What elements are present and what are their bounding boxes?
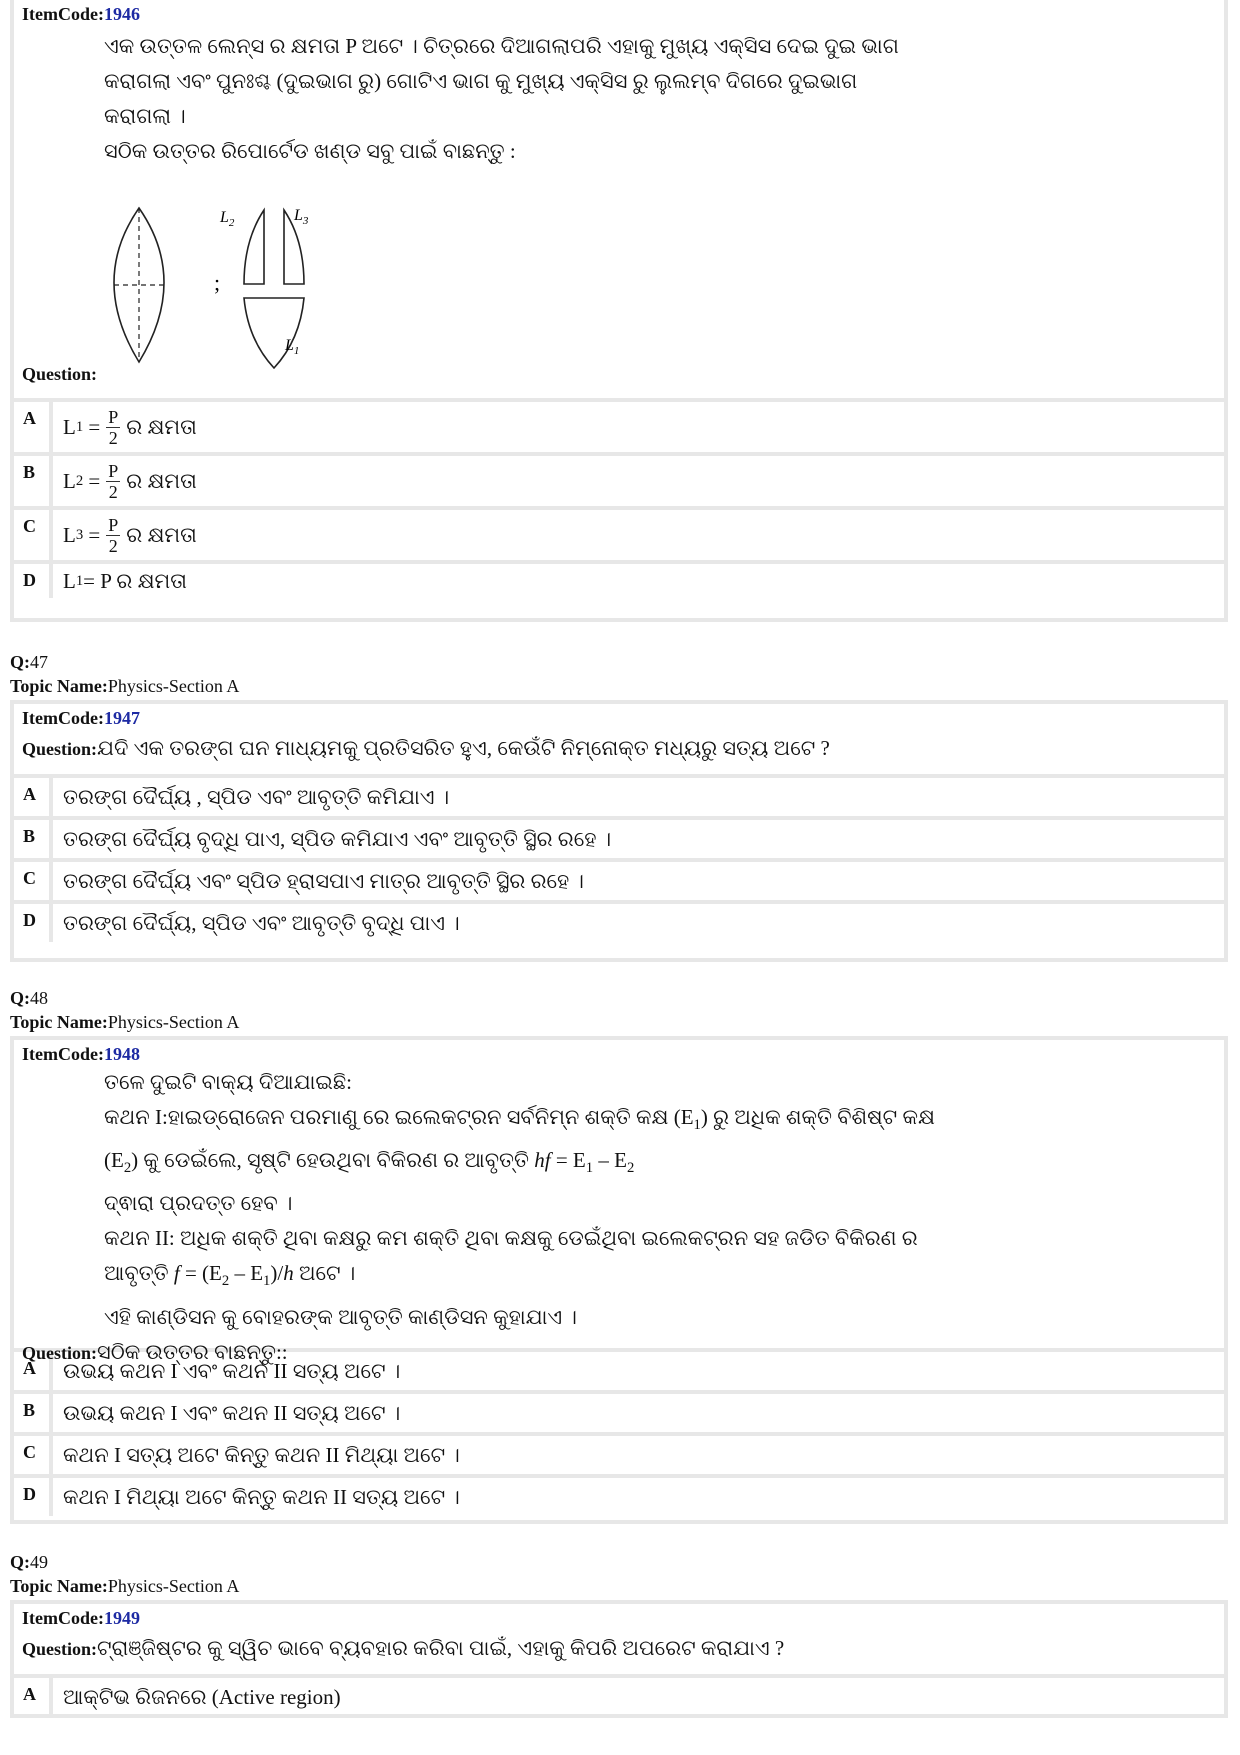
option-d[interactable]: D L 1 = P ର କ୍ଷମତା	[14, 560, 1224, 598]
question-header-47: Q:47 Topic Name:Physics-Section A	[10, 652, 240, 696]
option-c[interactable]: C କଥନ I ସତ୍ୟ ଅଟେ କିନ୍ତୁ କଥନ II ମିଥ୍ୟା ଅଟେ ।	[14, 1432, 1224, 1474]
piece-l2	[244, 210, 264, 284]
question-text: ସଠିକ ଉତ୍ତର ବାଛନ୍ତୁ::	[97, 1339, 288, 1364]
figure-semicolon: ;	[214, 270, 221, 295]
question-card-1948: ItemCode:1948 ତଳେ ଦୁଇଟି ବାକ୍ୟ ଦିଆଯାଇଛି: କଥନ I:ହାଇଡ୍ରୋଜେନ ପରମାଣୁ ରେ ଇଲେକଟ୍ରନ ସର୍ବନିମ୍ନ ଶକ୍ତି କକ୍ଷ $(E_1)$ ରୁ ଅଧିକ ଶକ୍ତି ବିଶିଷ୍ଟ କକ୍ଷ $(E_2)$ କୁ ଡେଇଁଲେ, ସୃଷ୍ଟି ହେଉଥିବା ବିକିରଣ ର ଆବୃତ୍ତି hf = $E_1 - E_2$ ଦ୍ଵାରା ପ୍ରଦତ୍ତ ହେବ । କଥନ II: ଅଧିକ ଶକ୍ତି ଥିବା କକ୍ଷରୁ କମ ଶକ୍ତି ଥିବା କକ୍ଷକୁ ଡେଇଁଥିବା ଇଲେକଟ୍ରନ ସହ ଜଡିତ ବିକିରଣ ର ଆବୃତ୍ତି $f = (E_2 - E_1)/h$ ଅଟେ । ଏହି କାଣ୍ଡିସନ କୁ ବୋହରଙ୍କ ଆବୃତ୍ତି କାଣ୍ଡିସନ କୁହାଯାଏ । Question:ସଠିକ ଉତ୍ତର ବାଛନ୍ତୁ:: A ଉଭୟ କଥନ I ଏବଂ କଥନ II ସତ୍ୟ ଅଟେ । B ଉଭୟ କଥନ I ଏବଂ କଥନ II ସତ୍ୟ ଅଟେ । C କଥନ I ସତ୍ୟ ଅଟେ କିନ୍ତୁ କଥନ II ମିଥ୍ୟା ଅଟେ । D କଥନ I ମିଥ୍ୟା ଅଟେ କିନ୍ତୁ କଥନ II ସତ୍ୟ ଅଟେ ।	[10, 1036, 1228, 1524]
item-code: 1948	[103, 1044, 140, 1064]
option-c[interactable]: C L 3 = $\frac{P}{2}$ ର କ୍ଷମତା	[14, 506, 1224, 560]
question-number: 47	[30, 652, 48, 672]
question-text: ଟ୍ରାଞ୍ଜିଷ୍ଟର କୁ ସ୍ୱିଚ ଭାବେ ବ୍ୟବହାର କରିବା ପାଇଁ, ଏହାକୁ କିପରି ଅପରେଟ କରାଯାଏ ?	[97, 1636, 785, 1660]
fraction: $\frac{P}{2}$	[108, 406, 119, 448]
option-b[interactable]: B L 2 = $\frac{P}{2}$ ର କ୍ଷମତା	[14, 452, 1224, 506]
question-number: 49	[30, 1552, 48, 1572]
fraction: $\frac{P}{2}$	[108, 514, 119, 556]
question-card-1949: ItemCode:1949 Question:ଟ୍ରାଞ୍ଜିଷ୍ଟର କୁ ସ୍ୱିଚ ଭାବେ ବ୍ୟବହାର କରିବା ପାଇଁ, ଏହାକୁ କିପରି ଅପରେଟ କରାଯାଏ ? A ଆକ୍ଟିଭ ରିଜନରେ (Active region)	[10, 1600, 1228, 1718]
topic-name: Physics-Section A	[107, 1576, 240, 1596]
question-stem: ତଳେ ଦୁଇଟି ବାକ୍ୟ ଦିଆଯାଇଛି: କଥନ I:ହାଇଡ୍ରୋଜେନ ପରମାଣୁ ରେ ଇଲେକଟ୍ରନ ସର୍ବନିମ୍ନ ଶକ୍ତି କକ୍ଷ $(E_1)$ ରୁ ଅଧିକ ଶକ୍ତି ବିଶିଷ୍ଟ କକ୍ଷ $(E_2)$ କୁ ଡେଇଁଲେ, ସୃଷ୍ଟି ହେଉଥିବା ବିକିରଣ ର ଆବୃତ୍ତି hf = $E_1 - E_2$ ଦ୍ଵାରା ପ୍ରଦତ୍ତ ହେବ । କଥନ II: ଅଧିକ ଶକ୍ତି ଥିବା କକ୍ଷରୁ କମ ଶକ୍ତି ଥିବା କକ୍ଷକୁ ଡେଇଁଥିବା ଇଲେକଟ୍ରନ ସହ ଜଡିତ ବିକିରଣ ର ଆବୃତ୍ତି $f = (E_2 - E_1)/h$ ଅଟେ । ଏହି କାଣ୍ଡିସନ କୁ ବୋହରଙ୍କ ଆବୃତ୍ତି କାଣ୍ଡିସନ କୁହାଯାଏ ।	[104, 1070, 935, 1329]
option-c[interactable]: C ତରଙ୍ଗ ଦୈର୍ଘ୍ୟ ଏବଂ ସ୍ପିଡ ହ୍ରାସପାଏ ମାତ୍ର ଆବୃତ୍ତି ସ୍ଥିର ରହେ ।	[14, 858, 1224, 900]
question-header-49: Q:49 Topic Name:Physics-Section A	[10, 1552, 240, 1596]
option-a[interactable]: A ଉଭୟ କଥନ I ଏବଂ କଥନ II ସତ୍ୟ ଅଟେ ।	[14, 1348, 1224, 1390]
piece-l1	[244, 298, 304, 368]
question-label: Question:	[22, 364, 98, 384]
convex-lens	[114, 208, 164, 362]
option-a[interactable]: A L 1 = $\frac{P}{2}$ ର କ୍ଷମତା	[14, 398, 1224, 452]
question-card-1946	[10, 0, 1228, 622]
label-l1: $L_1$	[285, 337, 300, 357]
option-d[interactable]: D ତରଙ୍ଗ ଦୈର୍ଘ୍ୟ, ସ୍ପିଡ ଏବଂ ଆବୃତ୍ତି ବୃଦ୍ଧି ପାଏ ।	[14, 900, 1224, 942]
option-d[interactable]: D କଥନ I ମିଥ୍ୟା ଅଟେ କିନ୍ତୁ କଥନ II ସତ୍ୟ ଅଟେ ।	[14, 1474, 1224, 1516]
fraction: $\frac{P}{2}$	[108, 460, 119, 502]
item-code: 1949	[103, 1608, 140, 1628]
item-code-line: ItemCode:1946	[22, 4, 140, 24]
item-code: 1947	[103, 708, 140, 728]
option-a[interactable]: A ଆକ୍ଟିଭ ରିଜନରେ (Active region)	[14, 1674, 1224, 1716]
question-number: 48	[30, 988, 48, 1008]
option-a[interactable]: A ତରଙ୍ଗ ଦୈର୍ଘ୍ୟ , ସ୍ପିଡ ଏବଂ ଆବୃତ୍ତି କମିଯାଏ ।	[14, 774, 1224, 816]
question-text: ଯଦି ଏକ ତରଙ୍ଗ ଘନ ମାଧ୍ୟମକୁ ପ୍ରତିସରିତ ହୁଏ, କେଉଁଟି ନିମ୍ନୋକ୍ତ ମଧ୍ୟରୁ ସତ୍ୟ ଅଟେ ?	[97, 736, 830, 760]
item-code: 1946	[103, 4, 140, 24]
option-b[interactable]: B ଉଭୟ କଥନ I ଏବଂ କଥନ II ସତ୍ୟ ଅଟେ ।	[14, 1390, 1224, 1432]
lens-figure	[104, 200, 424, 390]
label-l3: $L_3$	[294, 207, 309, 227]
question-stem: ଏକ ଉତ୍ତଳ ଲେନ୍ସ ର କ୍ଷମତା P ଅଟେ । ଚିତ୍ରରେ ଦିଆଗଲାପରି ଏହାକୁ ମୁଖ୍ୟ ଏକ୍ସିସ ଦେଇ ଦୁଇ ଭାଗ କରାଗଲା ଏବଂ ପୁନଃଶ୍ଚ (ଦୁଇଭାଗ ରୁ) ଗୋଟିଏ ଭାଗ କୁ ମୁଖ୍ୟ ଏକ୍ସିସ ରୁ ଲୁଲମ୍ବ ଦିଗରେ ଦୁଇଭାଗ କରାଗଲା । ସଠିକ ଉତ୍ତର ରିପୋର୍ଟେଡ ଖଣ୍ଡ ସବୁ ପାଇଁ ବାଛନ୍ତୁ :	[104, 34, 899, 163]
topic-name: Physics-Section A	[107, 1012, 240, 1032]
question-header-48: Q:48 Topic Name:Physics-Section A	[10, 988, 240, 1032]
label-l2: $L_2$	[220, 209, 235, 229]
topic-name: Physics-Section A	[107, 676, 240, 696]
question-card-1947: ItemCode:1947 Question:ଯଦି ଏକ ତରଙ୍ଗ ଘନ ମାଧ୍ୟମକୁ ପ୍ରତିସରିତ ହୁଏ, କେଉଁଟି ନିମ୍ନୋକ୍ତ ମଧ୍ୟରୁ ସତ୍ୟ ଅଟେ ? A ତରଙ୍ଗ ଦୈର୍ଘ୍ୟ , ସ୍ପିଡ ଏବଂ ଆବୃତ୍ତି କମିଯାଏ । B ତରଙ୍ଗ ଦୈର୍ଘ୍ୟ ବୃଦ୍ଧି ପାଏ, ସ୍ପିଡ କମିଯାଏ ଏବଂ ଆବୃତ୍ତି ସ୍ଥିର ରହେ । C ତରଙ୍ଗ ଦୈର୍ଘ୍ୟ ଏବଂ ସ୍ପିଡ ହ୍ରାସପାଏ ମାତ୍ର ଆବୃତ୍ତି ସ୍ଥିର ରହେ । D ତରଙ୍ଗ ଦୈର୍ଘ୍ୟ, ସ୍ପିଡ ଏବଂ ଆବୃତ୍ତି ବୃଦ୍ଧି ପାଏ ।	[10, 700, 1228, 962]
option-b[interactable]: B ତରଙ୍ଗ ଦୈର୍ଘ୍ୟ ବୃଦ୍ଧି ପାଏ, ସ୍ପିଡ କମିଯାଏ ଏବଂ ଆବୃତ୍ତି ସ୍ଥିର ରହେ ।	[14, 816, 1224, 858]
